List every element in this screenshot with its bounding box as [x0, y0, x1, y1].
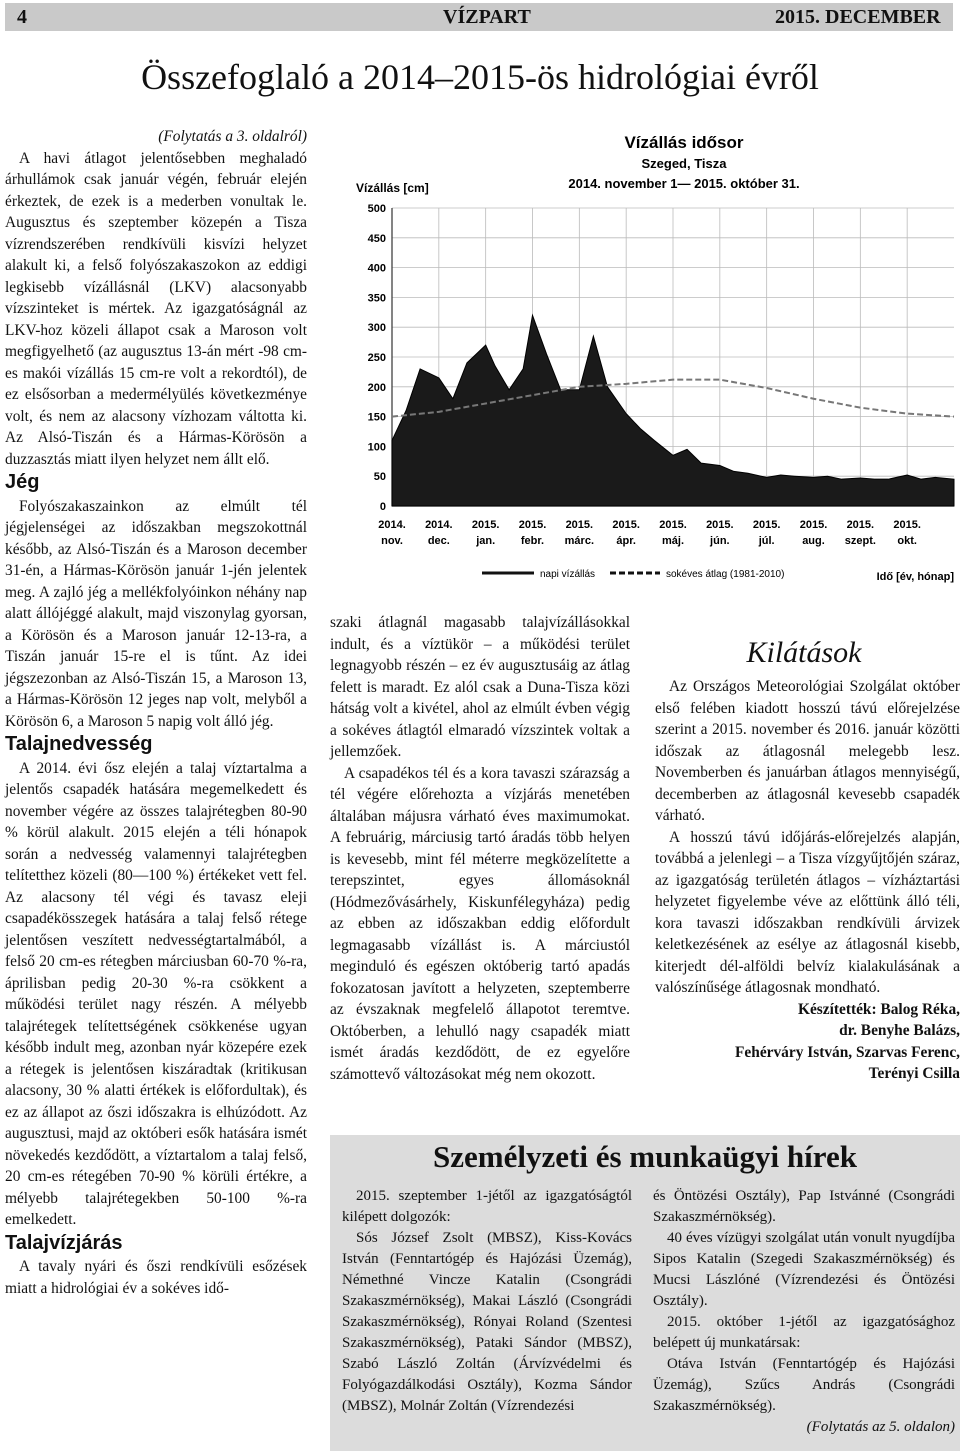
y-tick-label: 300 [367, 322, 386, 335]
personnel-joined-intro: 2015. október 1-jétől az igazgatósághoz belépett új munkatársak: [653, 1314, 955, 1351]
authors-line-4: Terényi Csilla [868, 1065, 960, 1082]
section-heading-groundwater: Talajvízjárás [5, 1231, 123, 1254]
x-tick-year: 2015. [659, 519, 687, 531]
personnel-column-2 [653, 1186, 955, 1438]
chart-subtitle: Szeged, Tisza [641, 156, 727, 171]
personnel-joined-list: Otáva István (Fenntartógép és Hajózási Üzemág), Szűcs András (Csongrádi Szakaszmérnökség). [653, 1356, 955, 1414]
page-header [5, 3, 953, 31]
groundwater-continued-paragraph: szaki átlagnál magasabb talajvízállásokkal indult, és a víztükör – a működési terület legnagyobb részén – ez év augusztusáig az átlag felett is maradt. Ez alól csak a Duna-Tisza közi hátság volt a kivétel, ahol az elmúlt évben végig a sokéves átlagtól elmaradó vízszintek voltak a jellemzőek. [330, 614, 630, 760]
x-tick-month: júl. [758, 535, 775, 547]
y-tick-label: 50 [373, 471, 386, 484]
personnel-column-1 [342, 1186, 632, 1417]
x-tick-year: 2015. [846, 519, 875, 531]
outlook-heading: Kilátások [746, 636, 862, 669]
chart-period: 2014. november 1— 2015. október 31. [568, 176, 800, 191]
column-2 [330, 612, 630, 1085]
intro-paragraph: A havi átlagot jelentősebben meghaladó árhullámok csak január végén, február elején érkeztek, de ezek is a mederben vonultak le. Augusztus és szeptember közepén a Tisza vízrendszerében rendkívüli kisvízi helyzet alakult ki, a felső folyószakaszokon az eddigi legkisebb vízállásnál (LKV) alacsonyabb vízszinteket is mértek. Az igazgatóságnál az LKV-hoz közeli állapot csak a Maroson volt megfigyelhető (az augusztus 13-án mért -98 cm-es makói vízállás 15 cm-re volt a rekordtól), de ez elsősorban a medermélyülés következménye volt, és nem az alacsony vízhozam váltotta ki. Az Alsó-Tiszán és a Hármas-Körösön a duzzasztás miatt ilyen helyzet nem állt elő. [5, 149, 307, 468]
y-tick-label: 200 [367, 381, 386, 394]
y-tick-label: 0 [379, 501, 386, 513]
section-heading-ice: Jég [5, 471, 40, 493]
outlook-column [655, 676, 960, 1085]
groundwater-paragraph: A tavaly nyári és őszi rendkívüli esőzések miatt a hidrológiai év a sokéves idő- [5, 1258, 307, 1297]
y-tick-label: 500 [367, 203, 386, 215]
y-tick-label: 150 [367, 411, 386, 424]
x-tick-month: szept. [844, 535, 876, 547]
chart-legend [482, 569, 784, 580]
x-tick-year: 2014. [378, 519, 406, 531]
continued-on: (Folytatás az 5. oldalon) [806, 1419, 955, 1435]
x-tick-year: 2015. [565, 519, 594, 531]
issue-date: 2015. DECEMBER [775, 6, 941, 28]
personnel-leaving-list: Sós József Zsolt (MBSZ), Kiss-Kovács István (Fenntartógép és Hajózási Üzemág), Némethné Vincze Katalin (Csongrádi Szakaszmérnökség), Makai László (Csongrádi Szakaszmérnökség), Rónyai Roland (Szentesi Szakaszmérnökség), Pataki Sándor (MBSZ), Szabó László Zoltán (Árvízvédelmi és Folyógazdálkodási Osztály), Kozma Sándor (MBSZ), Molnár Zoltán (Vízrendezési [342, 1230, 632, 1414]
x-tick-month: nov. [381, 535, 403, 547]
continued-from: (Folytatás a 3. oldalról) [158, 128, 307, 145]
x-tick-year: 2015. [471, 519, 500, 531]
chart-title: Vízállás idősor [624, 133, 744, 152]
x-tick-month: ápr. [616, 535, 636, 547]
authors-line-3: Fehérváry István, Szarvas Ferenc, [735, 1043, 960, 1061]
authors-line-1: Készítették: Balog Réka, [798, 1000, 960, 1018]
y-tick-label: 450 [367, 232, 386, 245]
legend-label-daily: napi vízállás [540, 569, 596, 580]
chart-ylabel: Vízállás [cm] [356, 181, 429, 195]
x-tick-month: aug. [802, 535, 825, 547]
x-tick-year: 2015. [518, 519, 547, 531]
x-tick-month: dec. [427, 535, 450, 547]
x-tick-year: 2015. [893, 519, 921, 531]
x-tick-year: 2015. [799, 519, 828, 531]
personnel-leaving-list-end: és Öntözési Osztály), Pap Istvánné (Csongrádi Szakaszmérnökség). [653, 1188, 955, 1225]
column-1 [5, 126, 307, 1299]
x-tick-year: 2015. [706, 519, 734, 531]
publication-name: VÍZPART [443, 6, 531, 28]
x-tick-month: máj. [661, 535, 685, 547]
authors-line-2: dr. Benyhe Balázs, [839, 1022, 960, 1039]
x-tick-year: 2015. [752, 519, 781, 531]
y-tick-label: 100 [367, 441, 386, 454]
personnel-news-title: Személyzeti és munkaügyi hírek [433, 1139, 857, 1174]
personnel-leaving-intro: 2015. szeptember 1-jétől az igazgatóságtól kilépett dolgozók: [342, 1188, 632, 1225]
water-level-chart [354, 130, 960, 592]
x-tick-month: febr. [520, 535, 545, 547]
x-tick-year: 2014. [425, 519, 453, 531]
x-tick-year: 2015. [612, 519, 640, 531]
y-tick-label: 250 [367, 352, 386, 364]
article-title: Összefoglaló a 2014–2015-ös hidrológiai évről [141, 57, 819, 97]
legend-label-average: sokéves átlag (1981-2010) [666, 569, 785, 580]
plot-area [368, 203, 954, 547]
ice-paragraph: Folyószakaszainkon az elmúlt tél jégjelenségei az időszakban megszokottnál később, az Alsó-Tiszán és a Maroson december 31-én, a Hármas-Körösön január 1-jén jelentek meg. A zajló jég a mellékfolyóinkon néhány nap alatt állójéggé alakult, majd viszonylag gyorsan, a Körösön és a Maroson január 12-13-ra, a Tiszán január 15-re el is tűnt. Az idei jégszezonban az Alsó-Tiszán 15, a Maroson 13, a Hármas-Körösön 12 jeges nap volt, melyből a Körösön 6, a Maroson 5 napig volt álló jég. [5, 497, 307, 730]
chart-xlabel: Idő [év, hónap] [876, 571, 954, 583]
groundwater-season-paragraph: A csapadékos tél és a kora tavaszi szárazság a tél végére előrehozta a vízjárás menetében általában májusra várható éves maximumokat. A februárig, márciusig tartó áradás több helyen is kevesebb, mint fél méterre megközelítette a terepszintet, egyes állomásoknál (Hódmezővásárhely, Kiskunfélegyháza) pedig az ebben az időszakban eddig előfordult legmagasabb vízállást is. A márciustól meginduló és egészen októberig tartó apadás fokozatosan javított a helyzeten, szeptemberre az évszaknak megfelelő állapotot teremtve. Októberben, a lehulló nagy csapadék miatt ismét áradás kezdődött, de ez egyelőre számottevő változásokat még nem okozott. [330, 764, 630, 1083]
x-tick-month: márc. [564, 535, 595, 547]
soil-moisture-paragraph: A 2014. évi ősz elején a talaj víztartalma a jelentős csapadék hatására megemelkedett és november végére az összes talajrétegben 80-90 % körül alakult. 2015 elején a téli hónapok során a nedvesség valamennyi talajrétegben telítetthez közeli (80—100 %) értékeket vett fel. Az alacsony tél végi és tavasz eleji csapadékösszegek hatására a talaj felső rétege jelentősen veszített nedvességtartalmából, a felső 20 cm-es rétegben márciusban 60-70 %-ra, áprilisban pedig 20-30 %-ra csökkent a működési terület nagy részén. A mélyebb talajrétegek telítettségének csökkenése ugyan később indult meg, azonban nyár közepére ezek a rétegek is jelentősen kiszáradtak (kritikusan alacsony, 30 % alatti értékek is előfordultak), és ez az állapot az őszi időszakra is elhúzódott. Az augusztusi, majd az októberi esők hatására ismét növekedés kezdődött, a víztartalom a talaj felső, 20 cm-es rétegében 70-90 % körüli értékre, a mélyebb talajrétegekben 50-100 %-ra emelkedett. [5, 759, 307, 1228]
y-tick-label: 400 [367, 262, 386, 275]
page-number: 4 [17, 6, 27, 28]
personnel-retired: 40 éves vízügyi szolgálat után vonult nyugdíjba Sipos Katalin (Szegedi Szakaszmérnökség) és Mucsi Lászlóné (Vízrendezési és Öntözési Osztály). [653, 1230, 955, 1309]
x-tick-month: jún. [710, 535, 730, 547]
section-heading-soil-moisture: Talajnedvesség [5, 733, 153, 755]
x-tick-month: okt. [897, 535, 917, 547]
outlook-paragraph-2: A hosszú távú időjárás-előrejelzés alapján, továbbá a jelenlegi – a Tisza vízgyűjtőjén száraz, az igazgatóság területén átlagos – vízháztartási helyzetet figyelembe véve az előttünk álló téli, kora tavaszi időszakban rendkívüli árvizek keletkezésének az esélye az átlagosnál kisebb, kiterjedt dél-alföldi belvíz kialakulásának a valószínűsége átlagosnak mondható. [655, 828, 960, 996]
x-tick-month: jan. [476, 535, 496, 547]
outlook-paragraph-1: Az Országos Meteorológiai Szolgálat október első felében kiadott hosszú távú előrejelzése szerint a 2015. november és 2016. január közötti időszak az átlagosnál melegebb lesz. Novemberben és januárban átlagos mennyiségű, decemberben az átlagosnál kevesebb csapadék várható. [655, 678, 960, 824]
y-tick-label: 350 [367, 292, 386, 305]
